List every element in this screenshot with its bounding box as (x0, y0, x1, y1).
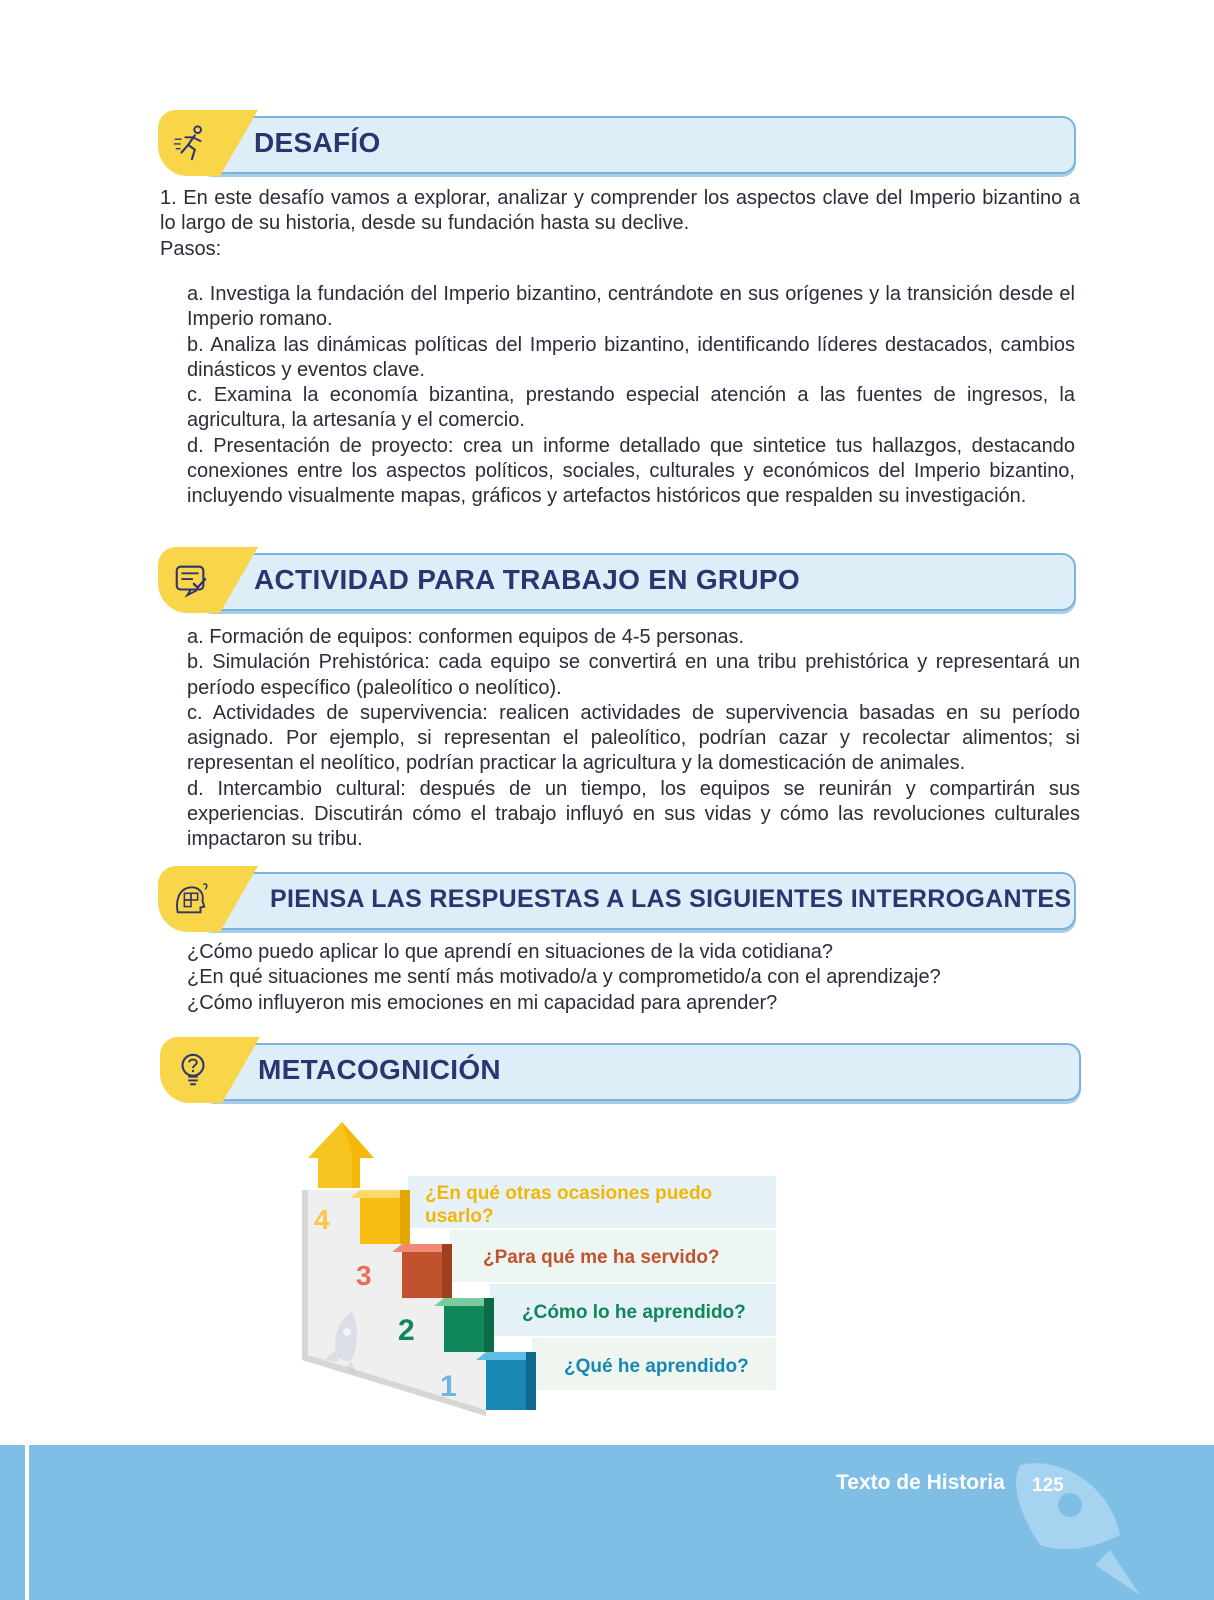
step-number-4: 4 (314, 1204, 330, 1235)
intro-paragraph: 1. En este desafío vamos a explorar, analizar y comprender los aspectos clave del Imperio bizantino a lo largo de su historia, desde su fundación hasta su declive. (160, 187, 1080, 235)
step-label-2: ¿Cómo lo he aprendido? (522, 1302, 746, 1323)
desafio-header (158, 110, 1076, 176)
list-item: b. Simulación Prehistórica: cada equipo se convertirá en una tribu prehistórica y representará un período específico (paleolítico o neolítico). (187, 651, 1080, 699)
lightbulb-question-icon (174, 1051, 212, 1089)
grupo-items (187, 625, 1080, 853)
list-item: a. Formación de equipos: conformen equipos de 4-5 personas. (187, 626, 745, 648)
question-item: ¿Cómo puedo aplicar lo que aprendí en situaciones de la vida cotidiana? (187, 941, 833, 963)
running-person-icon (172, 124, 210, 162)
page-footer (0, 1445, 1214, 1600)
list-item: c. Actividades de supervivencia: realicen actividades de supervivencia basadas en su período asignado. Por ejemplo, si representan el paleolítico, podrían cazar y recolectar alimentos; si representan el neolítico, podrían practicar la agricultura y la domesticación de animales. (187, 701, 1080, 775)
list-item: d. Presentación de proyecto: crea un informe detallado que sintetice tus hallazgos, destacando conexiones entre los aspectos políticos, sociales, culturales y económicos del Imperio bizantino, incluyendo visualmente mapas, gráficos y artefactos históricos que respalden su investigación. (187, 434, 1075, 508)
grupo-header (158, 547, 1076, 613)
book-title: Texto de Historia (836, 1471, 1005, 1494)
list-item: a. Investiga la fundación del Imperio bizantino, centrándote en sus orígenes y la transición desde el Imperio romano. (187, 283, 1075, 331)
step-label-3: ¿Para qué me ha servido? (483, 1247, 720, 1268)
section-title: METACOGNICIÓN (258, 1054, 501, 1085)
step-number-1: 1 (440, 1370, 457, 1403)
step-number-3: 3 (356, 1260, 372, 1291)
checklist-icon (172, 561, 210, 599)
question-item: ¿Cómo influyeron mis emociones en mi capacidad para aprender? (187, 991, 778, 1014)
step-label-4: ¿En qué otras ocasiones puedo usarlo? (425, 1183, 713, 1227)
desafio-steps (187, 282, 1075, 510)
piensa-questions (187, 940, 1080, 1016)
step-number-2: 2 (398, 1314, 415, 1347)
footer-divider (25, 1445, 29, 1600)
metacognicion-header (160, 1037, 1081, 1103)
puzzle-head-icon (172, 880, 210, 918)
steps-label: Pasos: (160, 237, 222, 260)
rocket-watermark-icon (1000, 1445, 1150, 1600)
list-item: b. Analiza las dinámicas políticas del Imperio bizantino, identificando líderes destacados, cambios dinásticos y eventos clave. (187, 333, 1075, 381)
question-item: ¿En qué situaciones me sentí más motivado/a y comprometido/a con el aprendizaje? (187, 966, 941, 989)
step-label-1: ¿Qué he aprendido? (564, 1356, 749, 1377)
page-number: 125 (1032, 1475, 1064, 1496)
desafio-intro (160, 186, 1080, 262)
section-title: PIENSA LAS RESPUESTAS A LAS SIGUIENTES INTERROGANTES (270, 885, 1072, 913)
section-title: ACTIVIDAD PARA TRABAJO EN GRUPO (254, 564, 800, 595)
piensa-header (158, 866, 1076, 932)
metacognition-stairs (300, 1110, 790, 1420)
list-item: c. Examina la economía bizantina, prestando especial atención a las fuentes de ingresos, la agricultura, la artesanía y el comercio. (187, 384, 1075, 432)
list-item: d. Intercambio cultural: después de un tiempo, los equipos se reunirán y compartirán sus experiencias. Discutirán cómo el trabajo influyó en sus vidas y cómo las revoluciones culturales impactaron su tribu. (187, 777, 1080, 851)
section-title: DESAFÍO (254, 127, 381, 158)
